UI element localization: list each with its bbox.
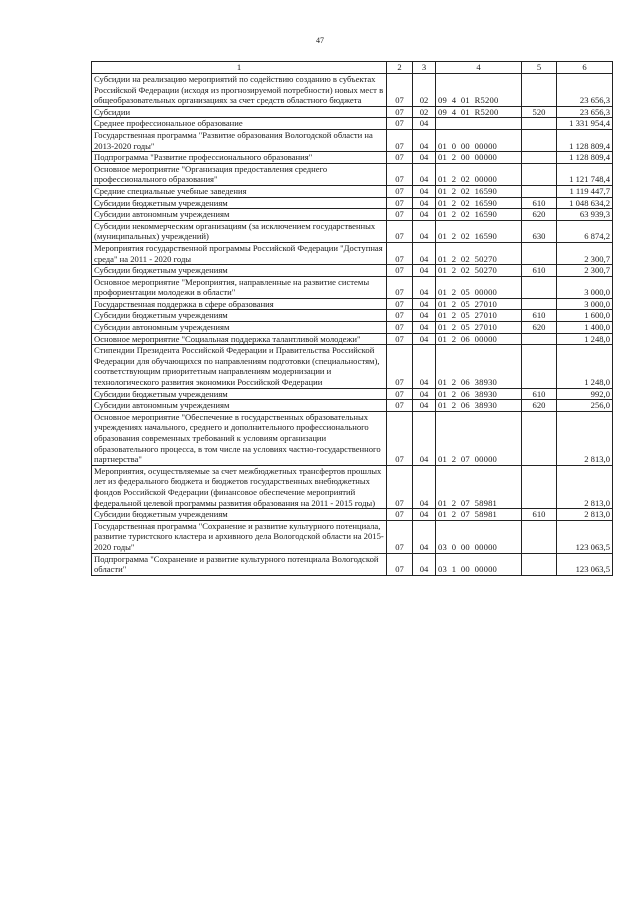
cell-target-article: 01 2 00 00000 [436, 152, 522, 164]
cell-subsection: 04 [413, 276, 436, 298]
cell-target-article: 09 4 01 R5200 [436, 106, 522, 118]
cell-expense-type: 610 [522, 388, 557, 400]
table-row [92, 129, 613, 151]
cell-subsection: 04 [413, 322, 436, 334]
cell-target-article: 09 4 01 R5200 [436, 74, 522, 107]
cell-target-article: 01 2 06 38930 [436, 388, 522, 400]
cell-expense-type [522, 185, 557, 197]
cell-target-article: 01 2 07 58981 [436, 509, 522, 521]
cell-target-article: 01 2 02 16590 [436, 209, 522, 221]
table-row [92, 209, 613, 221]
cell-amount: 1 600,0 [557, 310, 613, 322]
cell-subsection: 04 [413, 118, 436, 130]
table-row [92, 163, 613, 185]
cell-subsection: 04 [413, 400, 436, 412]
cell-subsection: 04 [413, 509, 436, 521]
cell-amount: 1 248,0 [557, 333, 613, 345]
cell-expense-type [522, 465, 557, 508]
cell-section: 07 [387, 298, 413, 310]
table-row [92, 388, 613, 400]
cell-subsection: 02 [413, 106, 436, 118]
cell-section: 07 [387, 265, 413, 277]
cell-subsection: 04 [413, 129, 436, 151]
cell-name: Субсидии автономным учреждениям [92, 322, 387, 334]
cell-expense-type [522, 553, 557, 575]
column-header-amount: 6 [557, 62, 613, 74]
cell-subsection: 04 [413, 185, 436, 197]
cell-amount: 1 331 954,4 [557, 118, 613, 130]
cell-section: 07 [387, 152, 413, 164]
cell-amount: 6 874,2 [557, 220, 613, 242]
cell-section: 07 [387, 333, 413, 345]
cell-amount: 1 248,0 [557, 345, 613, 388]
table-row [92, 333, 613, 345]
cell-name: Субсидии автономным учреждениям [92, 400, 387, 412]
cell-section: 07 [387, 345, 413, 388]
cell-subsection: 04 [413, 298, 436, 310]
table-row [92, 298, 613, 310]
cell-amount: 3 000,0 [557, 298, 613, 310]
cell-name: Субсидии бюджетным учреждениям [92, 509, 387, 521]
table-row [92, 74, 613, 107]
column-header-section: 2 [387, 62, 413, 74]
cell-name: Субсидии бюджетным учреждениям [92, 388, 387, 400]
cell-subsection: 04 [413, 333, 436, 345]
cell-section: 07 [387, 106, 413, 118]
cell-subsection: 04 [413, 209, 436, 221]
cell-subsection: 04 [413, 310, 436, 322]
cell-subsection: 04 [413, 163, 436, 185]
table-row [92, 520, 613, 553]
cell-expense-type [522, 520, 557, 553]
cell-section: 07 [387, 197, 413, 209]
cell-amount: 63 939,3 [557, 209, 613, 221]
cell-amount: 1 128 809,4 [557, 152, 613, 164]
cell-expense-type [522, 152, 557, 164]
cell-section: 07 [387, 322, 413, 334]
cell-amount: 2 300,7 [557, 242, 613, 264]
cell-section: 07 [387, 185, 413, 197]
table-row [92, 265, 613, 277]
cell-expense-type [522, 298, 557, 310]
cell-expense-type: 610 [522, 265, 557, 277]
table-row [92, 242, 613, 264]
table-row [92, 197, 613, 209]
cell-name: Субсидии бюджетным учреждениям [92, 310, 387, 322]
cell-expense-type [522, 242, 557, 264]
cell-section: 07 [387, 465, 413, 508]
cell-section: 07 [387, 163, 413, 185]
cell-subsection: 04 [413, 345, 436, 388]
cell-expense-type [522, 345, 557, 388]
cell-section: 07 [387, 553, 413, 575]
table-row [92, 411, 613, 465]
table-row [92, 185, 613, 197]
cell-amount: 2 300,7 [557, 265, 613, 277]
cell-name: Субсидии некоммерческим организациям (за исключением государственных (муниципальных) учреждений) [92, 220, 387, 242]
cell-target-article: 01 2 06 38930 [436, 400, 522, 412]
cell-target-article: 01 2 07 58981 [436, 465, 522, 508]
table-row [92, 322, 613, 334]
cell-target-article: 01 2 06 00000 [436, 333, 522, 345]
table-row [92, 345, 613, 388]
cell-amount: 23 656,3 [557, 74, 613, 107]
page-number: 47 [316, 36, 324, 45]
cell-section: 07 [387, 520, 413, 553]
cell-amount: 123 063,5 [557, 520, 613, 553]
cell-expense-type [522, 118, 557, 130]
table-row [92, 553, 613, 575]
column-header-name: 1 [92, 62, 387, 74]
cell-subsection: 04 [413, 520, 436, 553]
cell-section: 07 [387, 388, 413, 400]
cell-target-article: 03 1 00 00000 [436, 553, 522, 575]
cell-target-article: 01 2 07 00000 [436, 411, 522, 465]
column-header-target-article: 4 [436, 62, 522, 74]
cell-subsection: 04 [413, 553, 436, 575]
cell-expense-type: 520 [522, 106, 557, 118]
table-row [92, 310, 613, 322]
cell-subsection: 04 [413, 197, 436, 209]
cell-expense-type: 620 [522, 322, 557, 334]
cell-target-article: 01 2 06 38930 [436, 345, 522, 388]
cell-target-article: 01 2 02 16590 [436, 220, 522, 242]
cell-target-article: 01 2 02 00000 [436, 163, 522, 185]
cell-amount: 992,0 [557, 388, 613, 400]
cell-name: Основное мероприятие "Организация предоставления среднего профессионального образования" [92, 163, 387, 185]
cell-expense-type [522, 129, 557, 151]
cell-target-article: 01 0 00 00000 [436, 129, 522, 151]
table-row [92, 118, 613, 130]
cell-section: 07 [387, 310, 413, 322]
cell-name: Мероприятия государственной программы Российской Федерации "Доступная среда" на 2011 - 2020 годы [92, 242, 387, 264]
cell-amount: 2 813,0 [557, 411, 613, 465]
table-row [92, 465, 613, 508]
cell-name: Подпрограмма "Сохранение и развитие культурного потенциала Вологодской области" [92, 553, 387, 575]
cell-section: 07 [387, 129, 413, 151]
cell-subsection: 04 [413, 242, 436, 264]
cell-target-article: 01 2 02 50270 [436, 242, 522, 264]
cell-expense-type: 620 [522, 400, 557, 412]
cell-name: Основное мероприятие "Социальная поддержка талантливой молодежи" [92, 333, 387, 345]
cell-name: Стипендии Президента Российской Федерации и Правительства Российской Федерации для обучающихся по направлениям подготовки (специальностям), соответствующим приоритетным направлениям модернизации и технологического развития экономики Российской Федерации [92, 345, 387, 388]
cell-amount: 1 119 447,7 [557, 185, 613, 197]
cell-amount: 3 000,0 [557, 276, 613, 298]
cell-name: Среднее профессиональное образование [92, 118, 387, 130]
cell-name: Подпрограмма "Развитие профессионального образования" [92, 152, 387, 164]
cell-subsection: 04 [413, 411, 436, 465]
table-header-row [92, 62, 613, 74]
cell-section: 07 [387, 209, 413, 221]
cell-name: Основное мероприятие "Мероприятия, направленные на развитие системы профориентации молодежи в области" [92, 276, 387, 298]
cell-section: 07 [387, 509, 413, 521]
cell-amount: 256,0 [557, 400, 613, 412]
cell-name: Мероприятия, осуществляемые за счет межбюджетных трансфертов прошлых лет из федерального бюджета и бюджетов государственных внебюджетных фондов Российской Федерации (финансовое обеспечение мероприятий федеральной целевой программы развития образования на 2011 - 2015 годы) [92, 465, 387, 508]
cell-name: Субсидии бюджетным учреждениям [92, 265, 387, 277]
table-row [92, 509, 613, 521]
cell-amount: 1 121 748,4 [557, 163, 613, 185]
table-row [92, 276, 613, 298]
cell-section: 07 [387, 242, 413, 264]
cell-expense-type: 620 [522, 209, 557, 221]
cell-expense-type [522, 276, 557, 298]
cell-name: Средние специальные учебные заведения [92, 185, 387, 197]
cell-target-article: 01 2 02 16590 [436, 185, 522, 197]
cell-expense-type [522, 333, 557, 345]
table-row [92, 152, 613, 164]
cell-section: 07 [387, 400, 413, 412]
cell-expense-type [522, 411, 557, 465]
cell-amount: 1 400,0 [557, 322, 613, 334]
cell-amount: 2 813,0 [557, 509, 613, 521]
cell-target-article: 01 2 05 27010 [436, 322, 522, 334]
cell-section: 07 [387, 74, 413, 107]
cell-section: 07 [387, 220, 413, 242]
cell-target-article: 03 0 00 00000 [436, 520, 522, 553]
column-header-expense-type: 5 [522, 62, 557, 74]
cell-name: Субсидии на реализацию мероприятий по содействию созданию в субъектах Российской Федерации (исходя из прогнозируемой потребности) новых мест в общеобразовательных организациях за счет средств областного бюджета [92, 74, 387, 107]
cell-section: 07 [387, 411, 413, 465]
cell-name: Субсидии бюджетным учреждениям [92, 197, 387, 209]
cell-expense-type: 610 [522, 197, 557, 209]
table-row [92, 220, 613, 242]
cell-name: Основное мероприятие "Обеспечение в государственных образовательных учреждениях начального, среднего и дополнительного профессионального образования современных требований к условиям организации образовательного процесса, в том числе на условиях частно-государственного партнерства" [92, 411, 387, 465]
cell-section: 07 [387, 118, 413, 130]
cell-amount: 1 128 809,4 [557, 129, 613, 151]
cell-subsection: 04 [413, 465, 436, 508]
budget-table [91, 61, 613, 576]
cell-amount: 1 048 634,2 [557, 197, 613, 209]
cell-target-article: 01 2 02 16590 [436, 197, 522, 209]
column-header-subsection: 3 [413, 62, 436, 74]
table-row [92, 400, 613, 412]
cell-target-article [436, 118, 522, 130]
cell-subsection: 04 [413, 152, 436, 164]
cell-expense-type [522, 74, 557, 107]
cell-subsection: 02 [413, 74, 436, 107]
cell-subsection: 04 [413, 265, 436, 277]
cell-amount: 2 813,0 [557, 465, 613, 508]
cell-expense-type [522, 163, 557, 185]
cell-subsection: 04 [413, 220, 436, 242]
cell-target-article: 01 2 05 27010 [436, 310, 522, 322]
cell-subsection: 04 [413, 388, 436, 400]
cell-name: Государственная программа "Развитие образования Вологодской области на 2013-2020 годы" [92, 129, 387, 151]
cell-expense-type: 610 [522, 509, 557, 521]
cell-expense-type: 610 [522, 310, 557, 322]
cell-target-article: 01 2 05 00000 [436, 276, 522, 298]
cell-name: Государственная поддержка в сфере образования [92, 298, 387, 310]
cell-name: Субсидии [92, 106, 387, 118]
cell-amount: 123 063,5 [557, 553, 613, 575]
cell-target-article: 01 2 05 27010 [436, 298, 522, 310]
cell-target-article: 01 2 02 50270 [436, 265, 522, 277]
cell-name: Государственная программа "Сохранение и развитие культурного потенциала, развитие туристского кластера и архивного дела Вологодской области на 2015-2020 годы" [92, 520, 387, 553]
cell-expense-type: 630 [522, 220, 557, 242]
cell-section: 07 [387, 276, 413, 298]
cell-name: Субсидии автономным учреждениям [92, 209, 387, 221]
table-row [92, 106, 613, 118]
cell-amount: 23 656,3 [557, 106, 613, 118]
